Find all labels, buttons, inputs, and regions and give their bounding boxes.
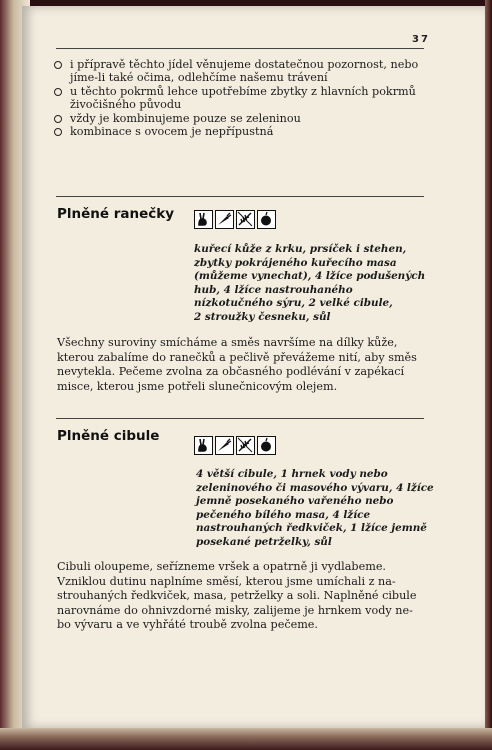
page-number: 37	[412, 34, 430, 45]
circle-bullet-icon	[54, 88, 62, 96]
recipe-title-cibule: Plněné cibule	[57, 428, 160, 444]
apple-icon	[257, 436, 276, 455]
section-rule	[56, 418, 424, 419]
apple-icon	[257, 210, 276, 229]
book-edge-right	[485, 0, 492, 750]
recipe1-ingredients: kuřecí kůže z krku, prsíček i stehen, zbytky pokrájeného kuřecího masa (můžeme vynechat), 4 lžíce podušených hub, 4 lžíce nastrouhaného nízkotučného sýru, 2 velké cibule, 2 stroužky česneku, sůl	[194, 243, 426, 323]
bullet-item: kombinace s ovocem je nepřípustná	[52, 125, 424, 138]
header-rule	[56, 48, 424, 49]
bullet-item: i přípravě těchto jídel věnujeme dostatečnou pozornost, nebo jíme-li také očima, odlehčíme našemu trávení	[52, 58, 424, 85]
carrot-icon	[215, 436, 234, 455]
wheat-icon	[236, 210, 255, 229]
rabbit-icon	[194, 436, 213, 455]
circle-bullet-icon	[54, 128, 62, 136]
bullet-item: u těchto pokrmů lehce upotřebíme zbytky z hlavních pokrmů živočišného původu	[52, 85, 424, 112]
recipe2-instructions: Cibuli oloupeme, seřízneme vršek a opatrně ji vydlabeme. Vzniklou dutinu naplníme směsí, kterou jsme umíchali z na- strouhaných ředkviček, masa, petrželky a soli. Naplněné cibule narovnáme do ohnivzdorné misky, zalijeme je hrnkem vody ne- bo vývaru a ve vyhřáté troubě zvolna pečeme.	[57, 560, 417, 632]
bullet-item: vždy je kombinujeme pouze se zeleninou	[52, 112, 424, 125]
bullet-list	[52, 58, 424, 138]
circle-bullet-icon	[54, 61, 62, 69]
section-rule	[56, 196, 424, 197]
wheat-icon	[236, 436, 255, 455]
recipe2-ingredients: 4 větší cibule, 1 hrnek vody nebo zeleninového či masového vývaru, 4 lžíce jemně posekaného vařeného nebo pečeného bílého masa, 4 lžíce nastrouhaných ředkviček, 1 lžíce jemně posekané petrželky, sůl	[196, 468, 434, 548]
recipe-icons	[194, 436, 276, 455]
rabbit-icon	[194, 210, 213, 229]
book-edge-bottom	[0, 728, 492, 750]
circle-bullet-icon	[54, 115, 62, 123]
recipe-icons	[194, 210, 276, 229]
recipe-title-ranecky: Plněné ranečky	[57, 206, 175, 222]
recipe1-instructions: Všechny suroviny smícháme a směs navršíme na dílky kůže, kterou zabalíme do ranečků a pečlivě převážeme nití, aby směs nevytekla. Pečeme zvolna za občasného podlévání v zapékací misce, kterou jsme potřeli slunečnicovým olejem.	[57, 336, 417, 393]
carrot-icon	[215, 210, 234, 229]
